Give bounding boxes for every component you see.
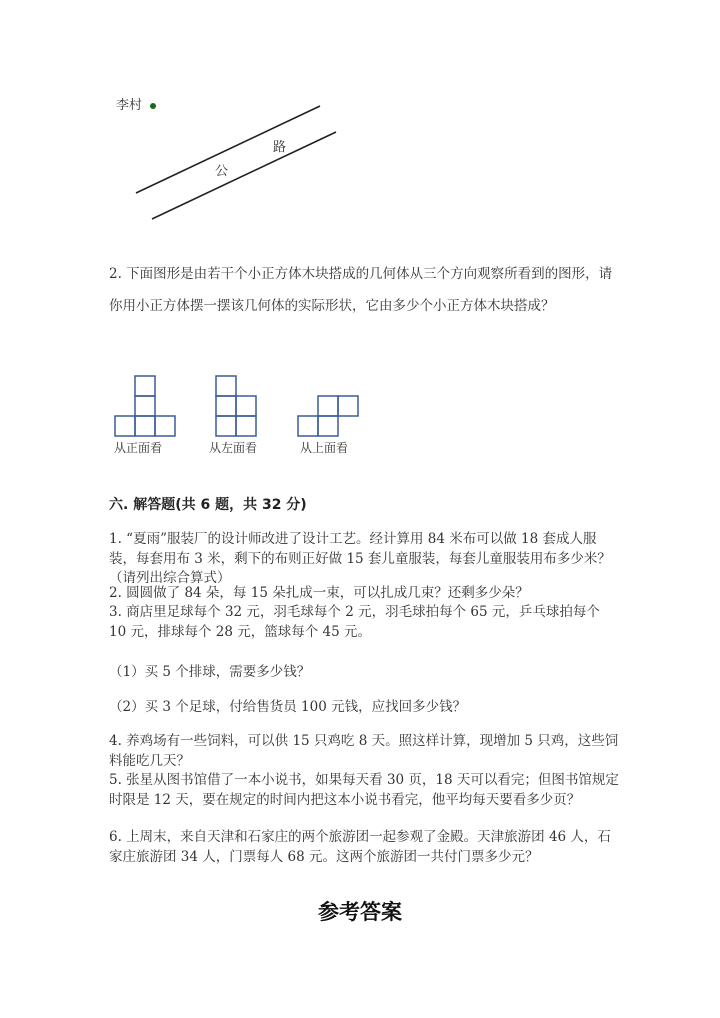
road-char-gong: 公 [215,164,229,179]
village-name: 李村 [116,98,143,113]
road-edge-lower [152,132,336,219]
road-diagram [100,80,340,230]
road-edge-upper [136,106,320,193]
top-view-label: 从上面看 [300,441,349,455]
problem-3: 3. 商店里足球每个 32 元，羽毛球每个 2 元，羽毛球拍每个 65 元，乒乓球拍每个 10 元，排球每个 28 元，篮球每个 45 元。 [109,604,600,640]
problem-1: 1. “夏雨”服装厂的设计师改进了设计工艺。经计算用 84 米布可以做 18 套成人服装，每套用布 3 米，剩下的布则正好做 15 套儿童服装，每套儿童服装用布多少米？（请列出综合算式） [109,531,611,586]
left-view-label: 从左面看 [209,441,258,455]
top-view-figure [296,394,362,438]
problem-4: 4. 养鸡场有一些饲料，可以供 15 只鸡吃 8 天。照这样计算，现增加 5 只鸡，这些饲料能吃几天？ [109,733,619,769]
problem-2: 2. 圆圆做了 84 朵，每 15 朵扎成一束，可以扎成几束？还剩多少朵？ [109,585,529,601]
road-char-lu: 路 [273,140,287,155]
section-6-title: 六. 解答题(共 6 题，共 32 分) [109,497,307,513]
problem-3-sub-1: （1）买 5 个排球，需要多少钱？ [109,664,311,680]
problem-5: 5. 张星从图书馆借了一本小说书，如果每天看 30 页，18 天可以看完；但图书馆规定时限是 12 天，要在规定的时间内把这本小说书看完，他平均每天要看多少页？ [109,772,619,808]
problem-3-sub-2: （2）买 3 个足球，付给售货员 100 元钱，应找回多少钱？ [109,699,467,715]
left-view-figure [213,374,263,438]
problem-6: 6. 上周末，来自天津和石家庄的两个旅游团一起参观了金殿。天津旅游团 46 人，石家庄旅游团 34 人，门票每人 68 元。这两个旅游团一共付门票多少元？ [109,829,611,865]
front-view-figure [110,374,180,438]
front-view-label: 从正面看 [114,441,163,455]
answer-section-title: 参考答案 [318,900,402,924]
question-2-text: 2. 下面图形是由若干个小正方体木块搭成的几何体从三个方向观察所看到的图形，请你用小正方体摆一摆该几何体的实际形状，它由多少个小正方体木块搭成？ [109,266,613,314]
